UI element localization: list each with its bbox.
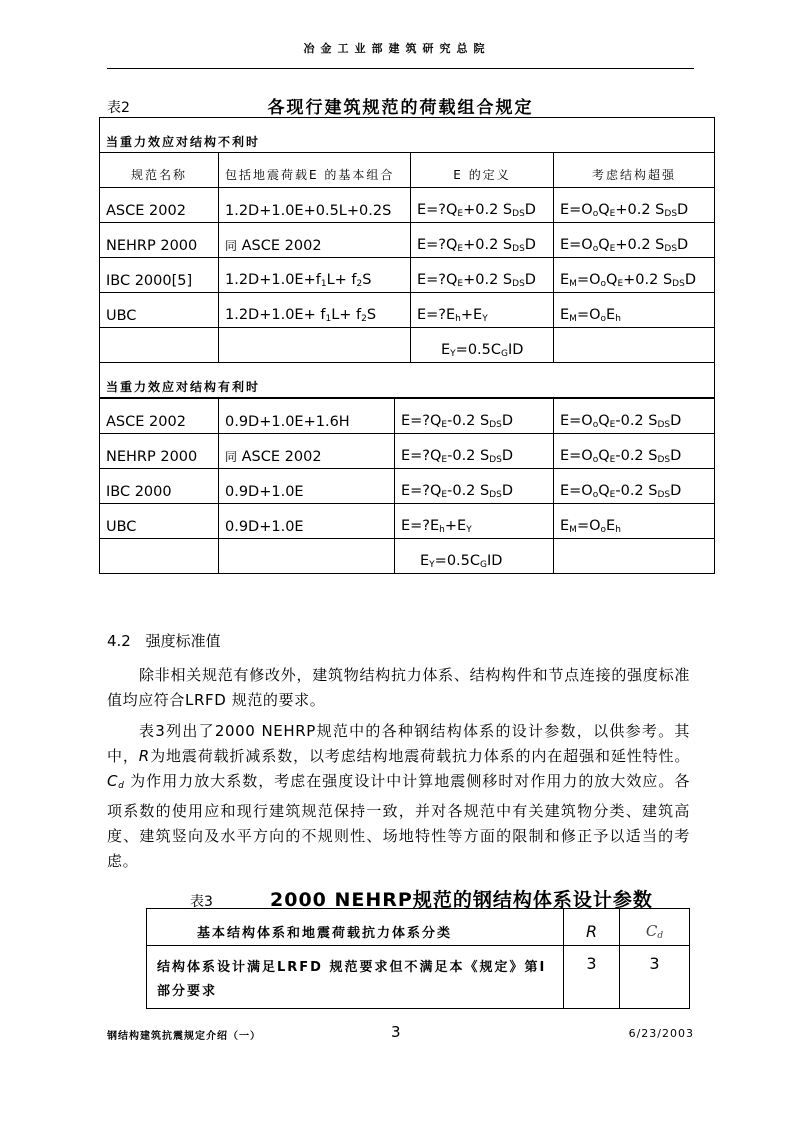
table3-label: 表3: [190, 894, 213, 910]
e-def-cell: $E=?E_h+E_Y$: [411, 293, 554, 328]
page-header-title: 冶金工业部建筑研究总院: [303, 42, 491, 55]
overstrength-cell: $E_M=O_oQ_E+0.2$ $S_{DS}D$: [554, 258, 715, 293]
table2-label: 表2: [107, 100, 130, 116]
ey-definition-cell: $E_Y=0.5C_GID$: [411, 328, 554, 363]
overstrength-cell: $E=O_oQ_E+0.2$ $S_{DS}D$: [554, 188, 715, 223]
e-def-cell: $E=?Q_E-0.2$ $S_{DS}D$: [395, 399, 554, 434]
paragraph-2: 表3列出了2000 NEHRP规范中的各种钢结构体系的设计参数，以供参考。其中，R为地震荷载折减系数，以考虑结构地震荷载抗力体系的内在超强和延性特性。$C_d$ 为作用力放大系数，考虑在强度设计中计算地震侧移时对作用力的放大效应。各项系数的使用应和现行建筑规范保持一致，并对各规范中有关建筑物分类、建筑高度、建筑竖向及水平方向的不规则性、场地特性等方面的限制和修正予以适当的考虑。: [107, 722, 690, 870]
table-row: [100, 328, 715, 363]
footer-doc-title: 钢结构建筑抗震规定介绍（一）: [107, 1031, 261, 1042]
cd-value-cell: 3: [620, 946, 690, 1009]
overstrength-cell: $E=O_oQ_E-0.2$ $S_{DS}D$: [554, 469, 715, 504]
combo-cell: 0.9D+1.0E+1.6H: [219, 399, 395, 434]
section-number: 4.2: [107, 632, 131, 650]
overstrength-cell: $E_M=O_oE_h$: [554, 293, 715, 328]
ey-definition-cell: $E_Y=0.5C_GID$: [395, 539, 554, 574]
code-cell: IBC 2000: [100, 469, 219, 504]
table-row: [100, 223, 715, 258]
col-system-category: 基本结构体系和地震荷载抗力体系分类: [147, 909, 564, 946]
combo-cell: 同 ASCE 2002: [219, 434, 395, 469]
table3-title: 2000 NEHRP规范的钢结构体系设计参数: [270, 889, 653, 911]
table-row: [100, 434, 715, 469]
overstrength-cell: $E=O_oQ_E+0.2$ $S_{DS}D$: [554, 223, 715, 258]
e-def-cell: $E=?Q_E-0.2$ $S_{DS}D$: [395, 434, 554, 469]
load-combination-table: [99, 117, 715, 398]
combo-cell: $1.2D+1.0E+f_1L+ f_2S$: [219, 258, 411, 293]
overstrength-cell: $E=O_oQ_E-0.2$ $S_{DS}D$: [554, 434, 715, 469]
steel-system-params-table: [146, 908, 690, 1009]
page-number: 3: [391, 1023, 401, 1041]
table-row: [147, 946, 690, 1009]
section-unfavorable: 当重力效应对结构不利时: [100, 118, 715, 153]
overstrength-cell: $E=O_oQ_E-0.2$ $S_{DS}D$: [554, 399, 715, 434]
table-header-row: [100, 153, 715, 188]
col-basic-combo: 包括地震荷载E 的基本组合: [219, 153, 411, 188]
table-row: [100, 504, 715, 539]
table-row: [100, 363, 715, 398]
page-footer: [107, 1023, 694, 1043]
paragraph-1: 除非相关规范有修改外，建筑物结构抗力体系、结构构件和节点连接的强度标准值均应符合LRFD 规范的要求。: [107, 666, 690, 709]
e-def-cell: $E=?Q_E-0.2$ $S_{DS}D$: [395, 469, 554, 504]
table-row: [100, 258, 715, 293]
table-row: [100, 539, 715, 574]
section-title: 强度标准值: [145, 632, 221, 650]
col-r: R: [564, 909, 620, 946]
table-header-row: [147, 909, 690, 946]
r-value-cell: 3: [564, 946, 620, 1009]
overstrength-cell: $E_M=O_oE_h$: [554, 504, 715, 539]
e-def-cell: $E=?E_h+E_Y$: [395, 504, 554, 539]
code-cell: ASCE 2002: [100, 399, 219, 434]
code-cell: UBC: [100, 293, 219, 328]
table-row: [100, 293, 715, 328]
code-cell: NEHRP 2000: [100, 434, 219, 469]
code-cell: ASCE 2002: [100, 188, 219, 223]
code-cell: UBC: [100, 504, 219, 539]
footer-date: 6/23/2003: [628, 1027, 694, 1040]
combo-cell: 同 ASCE 2002: [219, 223, 411, 258]
header-divider: [107, 68, 694, 69]
e-def-cell: $E=?Q_E+0.2$ $S_{DS}D$: [411, 223, 554, 258]
load-combination-table-favorable: [99, 398, 715, 574]
e-def-cell: $E=?Q_E+0.2$ $S_{DS}D$: [411, 188, 554, 223]
table2-title: 各现行建筑规范的荷载组合规定: [267, 98, 534, 118]
col-cd: $C_d$: [620, 909, 690, 946]
table-row: [100, 188, 715, 223]
table2-caption: [107, 93, 694, 117]
combo-cell: $1.2D+1.0E+ f_1L+ f_2S$: [219, 293, 411, 328]
combo-cell: 0.9D+1.0E: [219, 469, 395, 504]
combo-cell: 1.2D+1.0E+0.5L+0.2S: [219, 188, 411, 223]
section-heading: [107, 630, 221, 651]
table-row: [100, 399, 715, 434]
code-cell: IBC 2000[5]: [100, 258, 219, 293]
col-code-name: 规范名称: [100, 153, 219, 188]
col-e-definition: E 的定义: [411, 153, 554, 188]
e-def-cell: $E=?Q_E+0.2$ $S_{DS}D$: [411, 258, 554, 293]
system-description-cell: 结构体系设计满足LRFD 规范要求但不满足本《规定》第Ⅰ部分要求: [147, 946, 564, 1009]
table-row: [100, 118, 715, 153]
col-overstrength: 考虑结构超强: [554, 153, 715, 188]
combo-cell: 0.9D+1.0E: [219, 504, 395, 539]
table-row: [100, 469, 715, 504]
section-favorable: 当重力效应对结构有利时: [100, 363, 715, 398]
code-cell: NEHRP 2000: [100, 223, 219, 258]
